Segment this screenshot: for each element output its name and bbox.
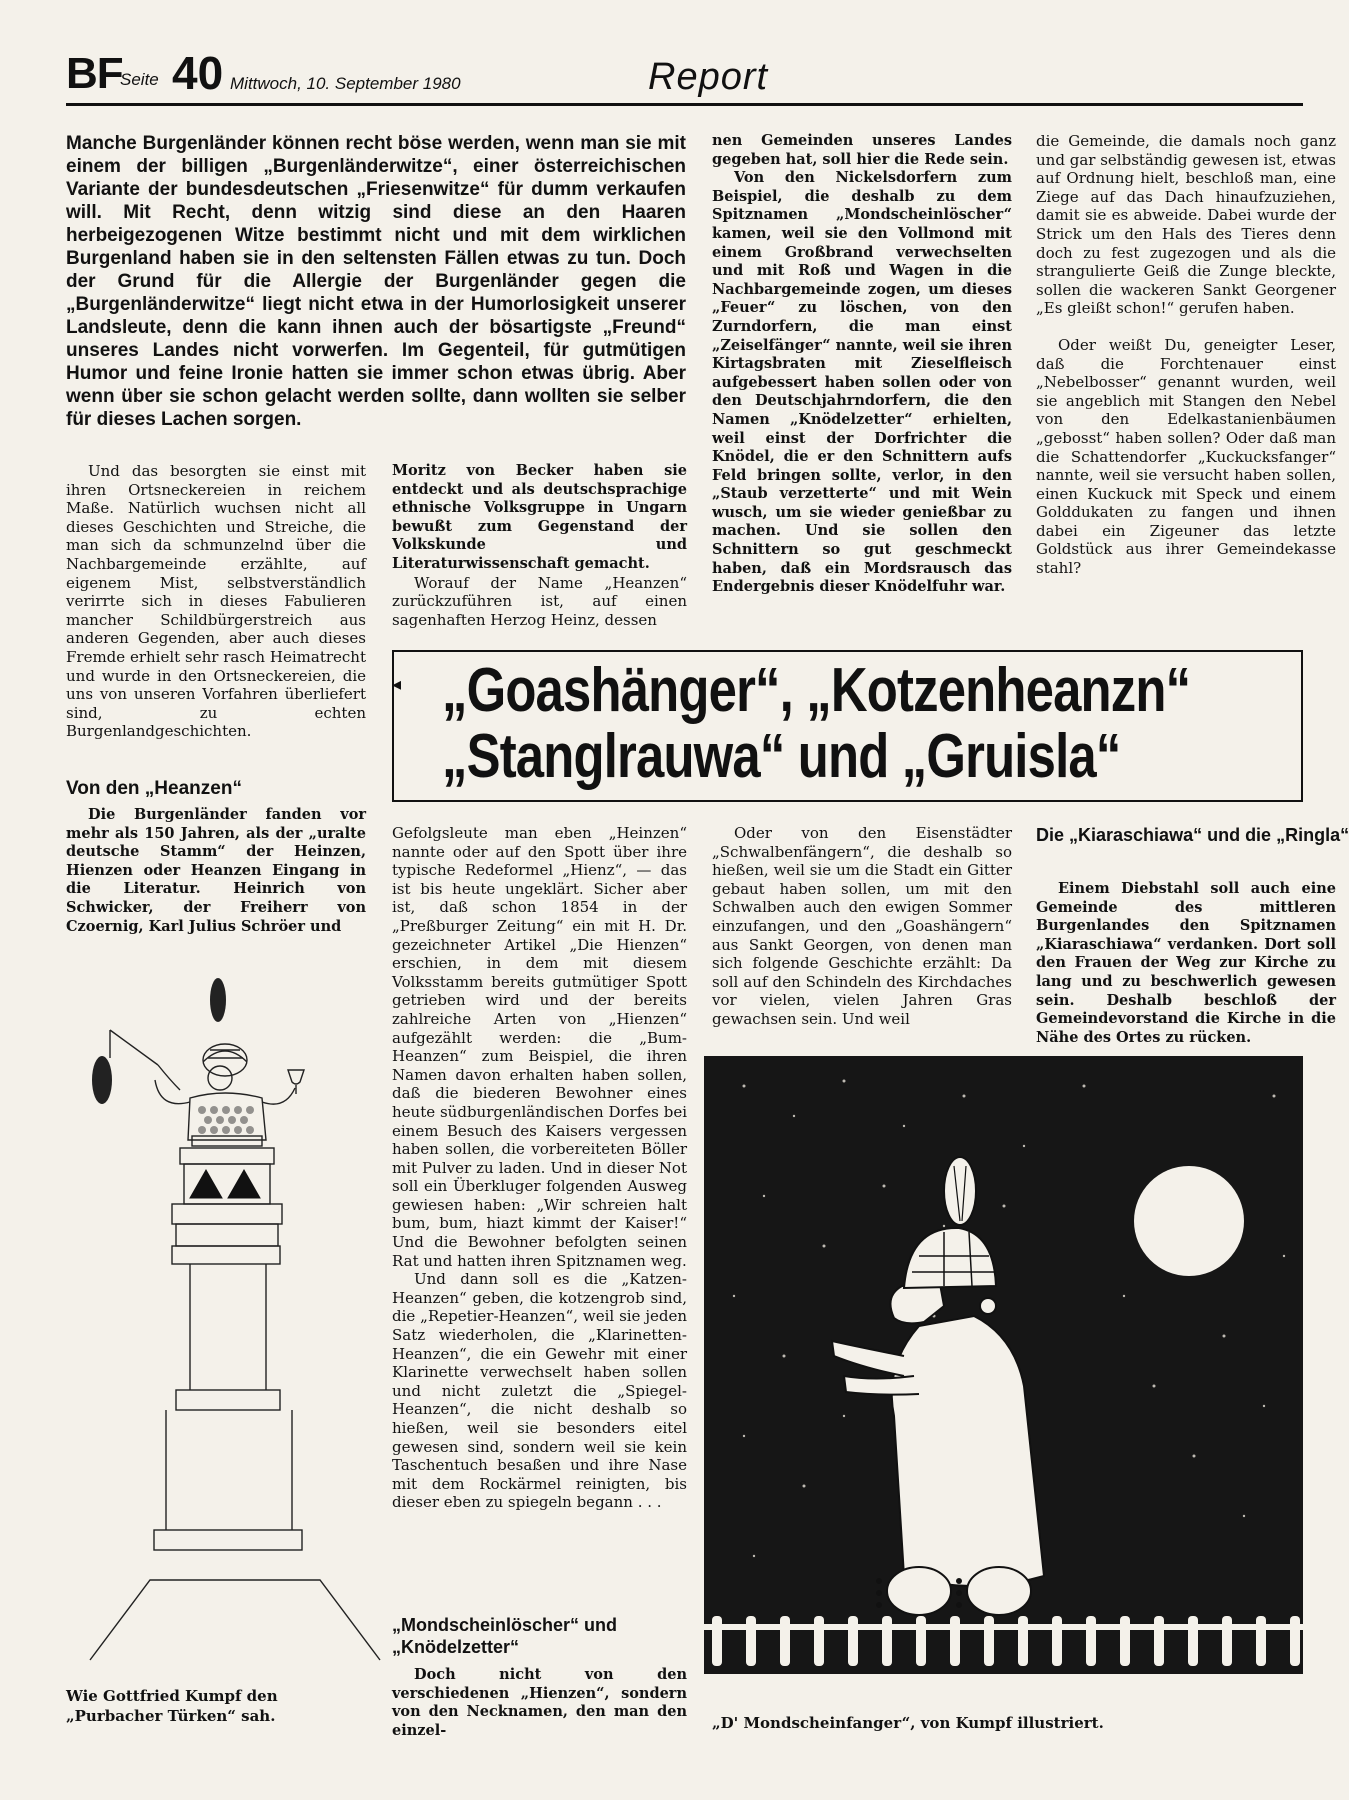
- lead-paragraph: Manche Burgenländer können recht böse werden, wenn man sie mit einem der billigen „Burgenländerwitze“, einer österreichischen Variante der bundesdeutschen „Friesenwitze“ für dumm verkaufen will. Mit Recht, denn witzig sind diese an den Haaren herbeigezogenen Witze bestimmt nicht und mit dem wirklichen Burgenland haben sie in den seltensten Fällen etwas zu tun. Doch der Grund für die Allergie der Burgenländer gegen die „Burgenländerwitze“ liegt nicht etwa in der Humorlosigkeit unserer Landsleute, denn die kann ihnen auch der bösartigste „Freund“ unseres Landes nicht vorwerfen. Im Gegenteil, für gutmütigen Humor und feine Ironie hatten sie immer schon etwas übrig. Aber wenn über sie schon gelacht werden sollte, dann wollten sie selber für dieses Lachen sorgen.: [66, 133, 686, 430]
- col4-subheading: Die „Kiaraschiawa“ und die „Ringla“: [1036, 825, 1349, 845]
- col3-paragraph-1: nen Gemeinden unseres Landes gegeben hat, soll hier die Rede sein.: [712, 132, 1012, 168]
- col3-paragraph-2: Von den Nickelsdorfern zum Beispiel, die deshalb zu dem Spitznamen „Mondscheinlöscher“ kamen, weil sie den Vollmond mit einem Großbrand verwechselten und mit Roß und Wagen in die Nachbargemeinde zogen, um dieses „Feuer“ zu löschen, von den Zurndorfern, die man einst „Zeiselfänger“ nannte, weil sie ihren Kirtagsbraten mit Zieselfleisch aufgebessert haben sollen oder von den Deutschjahrndorfern, die den Namen „Knödelzetter“ erhielten, weil einst der Dorfrichter die Knödel, die er den Schnittern aufs Feld bringen sollte, verlor, in den „Staub verzetterte“ und mit Wein wusch, um sie wieder genießbar zu machen. Und sie sollen den Schnittern so gut geschmeckt haben, daß ein Mordsrausch das Endergebnis dieser Knödelfuhr war.: [712, 169, 1012, 596]
- column-1-lower: [66, 806, 366, 936]
- illustration-caption-2: „D' Mondscheinfanger“, von Kumpf illustriert.: [712, 1714, 1104, 1732]
- arrow-icon: ◂: [392, 674, 402, 695]
- column-2-lower: [392, 824, 687, 1512]
- moonlight-catcher-illustration: [704, 1056, 1303, 1674]
- col2-paragraph-3: Gefolgsleute man eben „Heinzen“ nannte oder auf den Spott über ihre typische Redeformel „Hienz“, — das ist bis heute ungeklärt. Sicher aber ist, daß schon 1854 in der „Preßburger Zeitung“ ein mit H. Dr. gezeichneter Artikel „Die Hienzen“ erschien, in dem mit diesem Volksstamm bereits gutmütiger Spott getrieben wird und der bereits zahlreiche Arten von „Hienzen“ aufgezählt werden: die „Bum-Heanzen“ zum Beispiel, die ihren Namen davon erhalten haben sollen, daß die biederen Bewohner eines heute südburgenländischen Dorfes bei einem Besuch des Kaisers vergessen haben sollen, die vorbereiteten Böller mit Pulver zu laden. Und in dieser Not soll ein Überkluger folgenden Ausweg gewiesen haben: „Wir schreien halt bum, bum, hiazt kimmt der Kaiser!“ Und die Bewohner befolgten seinen Rat und hatten ihren Spitznamen weg.: [392, 824, 687, 1270]
- col1-subheading: Von den „Heanzen“: [66, 778, 242, 799]
- col4-paragraph-3: Einem Diebstahl soll auch eine Gemeinde des mittleren Burgenlandes den Spitznamen „Kiaraschiawa“ verdanken. Dort soll den Frauen der Weg zur Kirche zu lang und zu beschwerlich gewesen sein. Deshalb beschloß der Gemeindevorstand die Kirche in die Nähe des Ortes zu rücken.: [1036, 880, 1336, 1046]
- column-3-lower: [712, 824, 1012, 1029]
- column-2-top: [392, 462, 687, 629]
- col4-paragraph-1: die Gemeinde, die damals noch ganz und gar selbständig gewesen ist, etwas auf Ordnung hielt, beschloß man, eine Ziege auf das Dach hinaufzuziehen, damit sie es abweide. Dabei wurde der Strick um den Hals des Tieres denn doch zu fest zugezogen und als die strangulierte Geiß die Zunge bleckte, sollen die wackeren Sankt Georgener „Es gleißt schon!“ gerufen haben.: [1036, 132, 1336, 318]
- page-label: Seite: [120, 70, 159, 89]
- illustration-caption-1: Wie Gottfried Kumpf den „Purbacher Türken“ sah.: [66, 1687, 278, 1725]
- headline-box: [392, 650, 1303, 802]
- col2-paragraph-5: Doch nicht von den verschiedenen „Hienzen“, sondern von den Necknamen, den man den einzel-: [392, 1666, 687, 1739]
- newspaper-logo: BF: [66, 49, 123, 98]
- col2-paragraph-1: Moritz von Becker haben sie entdeckt und als deutschsprachige ethnische Volksgruppe in Ungarn bewußt zum Gegenstand der Volkskunde und Literaturwissenschaft gemacht.: [392, 462, 687, 572]
- col2-paragraph-4: Und dann soll es die „Katzen-Heanzen“ geben, die kotzengrob sind, die „Repetier-Heanzen“, weil sie jeden Satz wiederholen, die „Klarinetten-Heanzen“, die ein Gewehr mit einer Klarinette verwechselt haben sollen und nicht zuletzt die „Spiegel-Heanzen“, die nicht deshalb so hießen, weil sie besonders eitel gewesen sind, sondern weil sie kein Taschentuch besaßen und ihre Nase mit dem Rockärmel reinigten, bis dieser eben zu spiegeln begann . . .: [392, 1270, 687, 1512]
- column-4-lower: [1036, 880, 1336, 1047]
- col1-paragraph-2: Die Burgenländer fanden vor mehr als 150 Jahren, als der „uralte deutsche Stamm“ der Heinzen, Hienzen oder Heanzen Eingang in die Literatur. Heinrich von Schwicker, der Freiherr von Czoernig, Karl Julius Schröer und: [66, 806, 366, 935]
- col2-paragraph-2: Worauf der Name „Heanzen“ zurückzuführen ist, auf einen sagenhaften Herzog Heinz, dessen: [392, 573, 687, 629]
- chimney-turk-illustration: [80, 970, 390, 1660]
- column-1-top: [66, 462, 366, 741]
- col3-paragraph-3: Oder von den Eisenstädter „Schwalbenfängern“, die deshalb so hießen, weil sie um die Stadt ein Gitter gebaut haben sollen, um mit den Schwalben auch den ewigen Sommer einzufangen, und den „Goashängern“ aus Sankt Georgen, von denen man sich folgende Geschichte erzählt: Da soll auf den Schindeln des Kirchdaches vor vielen, vielen Jahren Gras gewachsen sein. Und weil: [712, 824, 1012, 1028]
- col2-subheading: „Mondscheinlöscher“ und „Knödelzetter“: [392, 1615, 618, 1657]
- col1-paragraph-1: Und das besorgten sie einst mit ihren Ortsneckereien in reichem Maße. Natürlich wuchsen nicht all dieses Geschichten und Streiche, die man sich da schmunzelnd über die Nachbargemeinde erzählte, auf eigenem Mist, selbstverständlich verirrte sich in dieses Fabulieren mancher Schildbürgerstreich aus anderen Gegenden, aber auch dieses Fremde erhielt sehr rasch Heimatrecht und wurde in den Ortsneckereien, die uns von unseren Vorfahren überliefert sind, zu echten Burgenlandgeschichten.: [66, 462, 366, 741]
- header-rule: [66, 103, 1303, 106]
- column-4-top: [1036, 132, 1336, 578]
- section-title: Report: [648, 56, 769, 98]
- col4-paragraph-2: Oder weißt Du, geneigter Leser, daß die Forchtenauer einst „Nebelbosser“ genannt wurden, weil sie angeblich mit Stangen den Nebel von den Edelkastanienbäumen „gebosst“ haben sollen? Oder daß man die Schattendorfer „Kuckucksfanger“ nannte, weil sie versucht haben sollen, einen Kuckuck mit Speck und einem Golddukaten zu fangen und ihnen dabei ein Zigeuner das letzte Goldstück aus ihrer Gemeindekasse stahl?: [1036, 335, 1336, 578]
- column-3-top: [712, 132, 1012, 597]
- issue-date: Mittwoch, 10. September 1980: [230, 74, 461, 93]
- headline-line-1: „Goashänger“, „Kotzenheanzn“: [442, 656, 1191, 725]
- page-number: 40: [172, 47, 224, 99]
- column-2-bottom: [392, 1666, 687, 1740]
- headline-line-2: „Stanglrauwa“ und „Gruisla“: [442, 722, 1121, 791]
